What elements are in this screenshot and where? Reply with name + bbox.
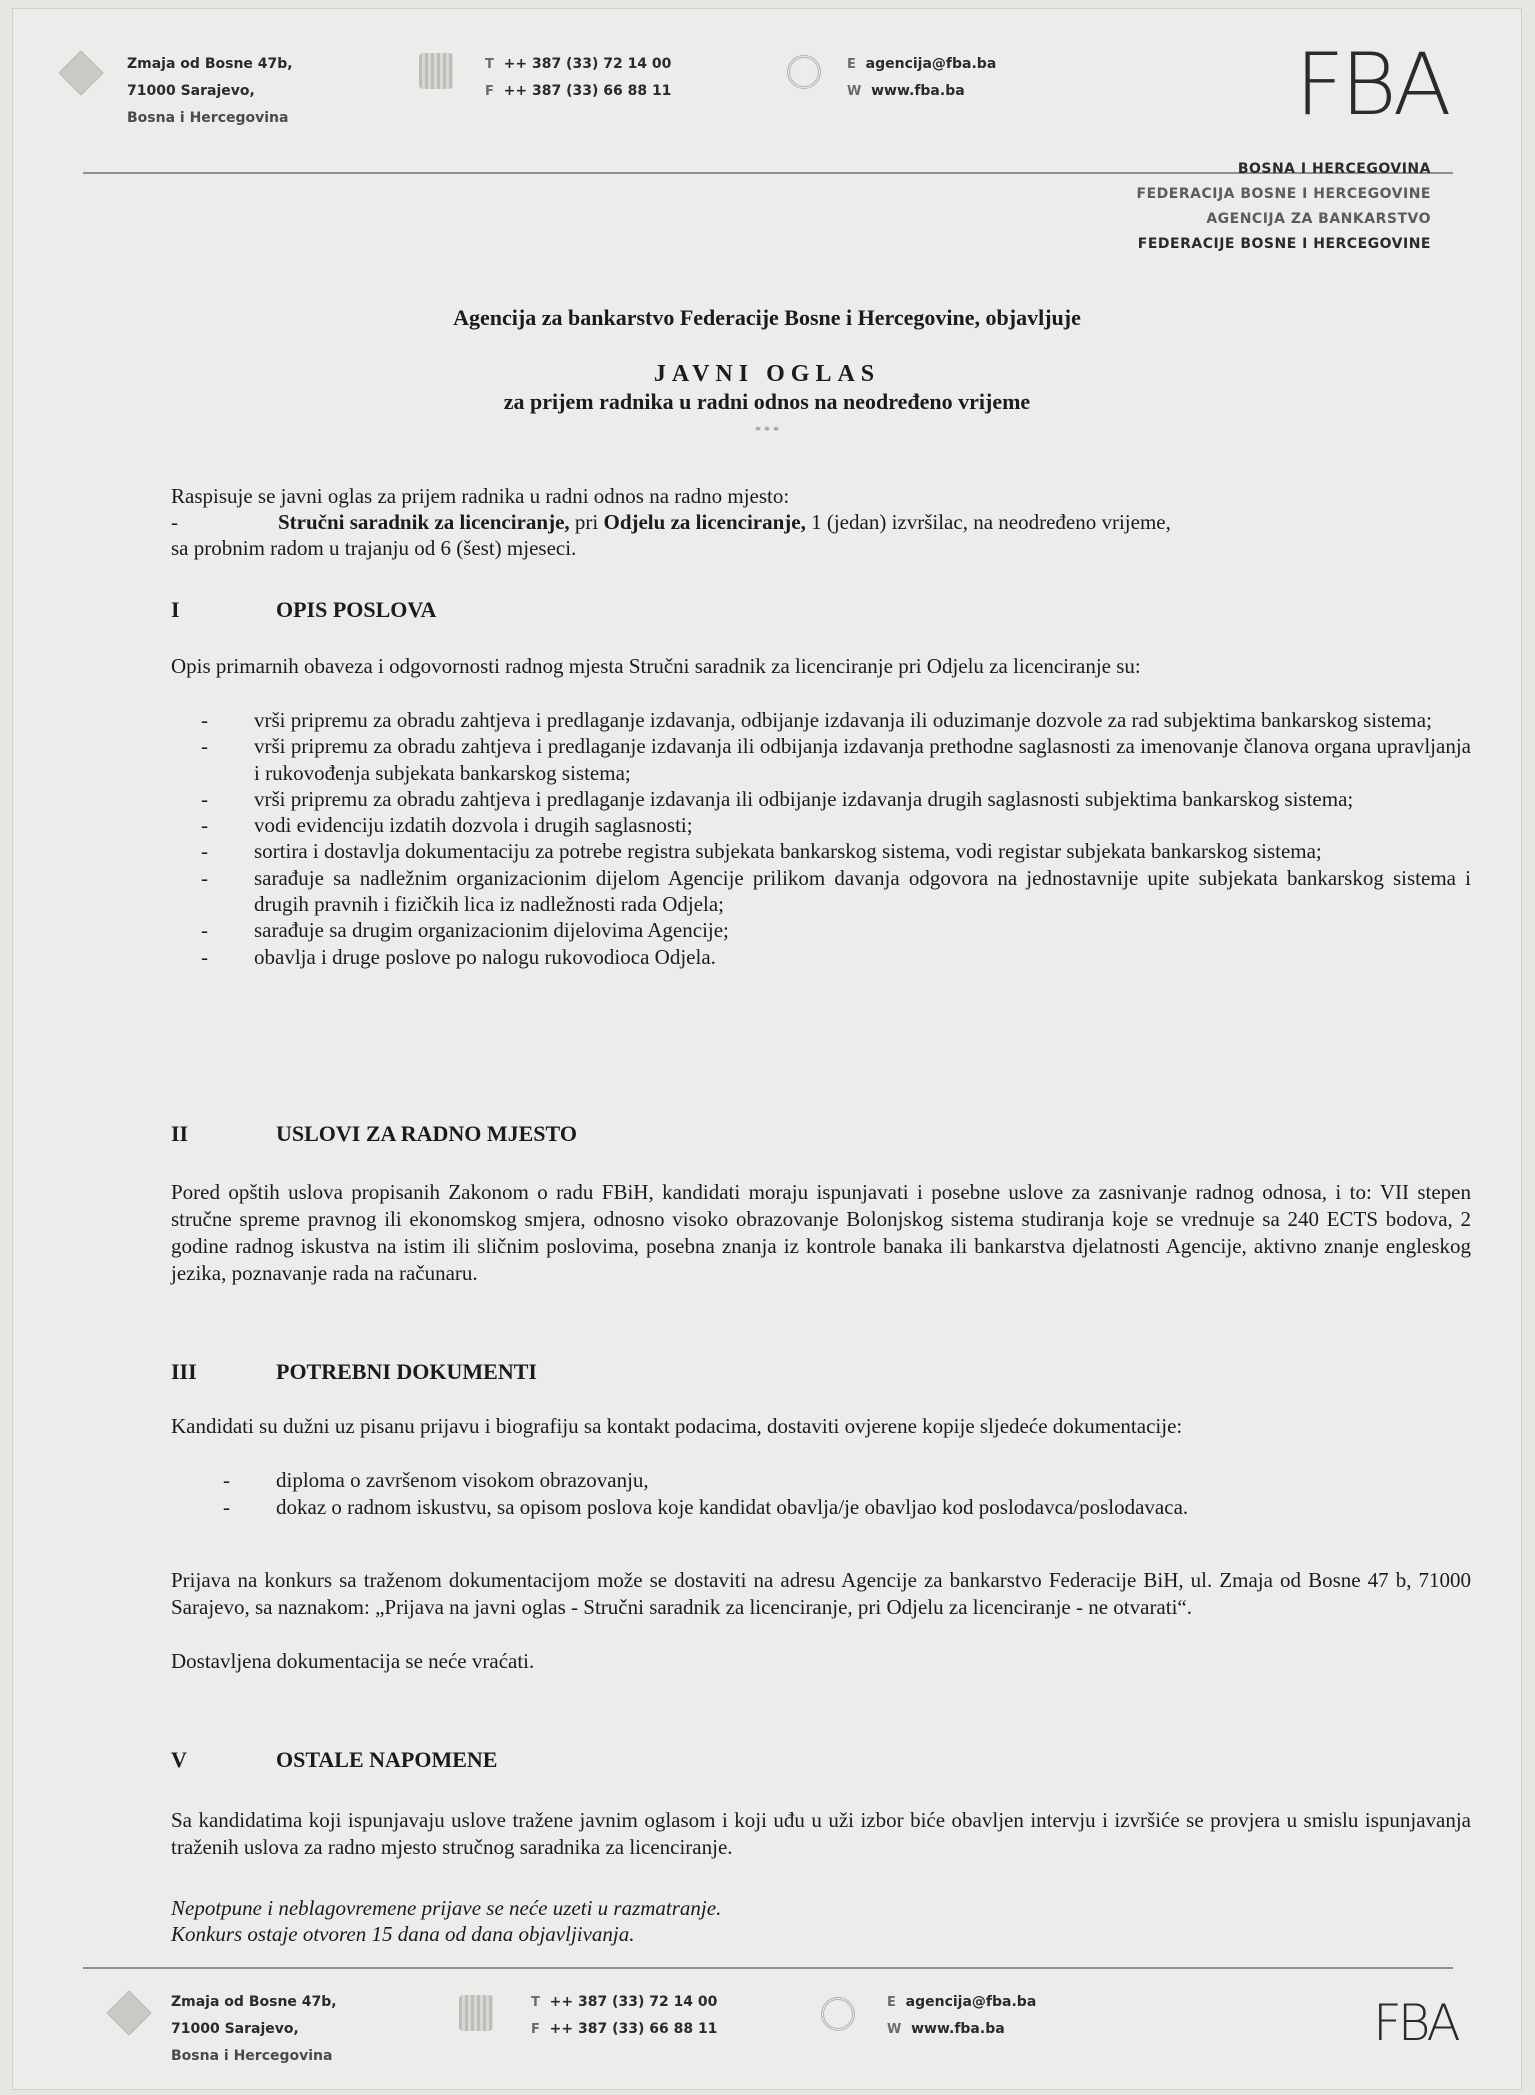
section-1-title: OPIS POSLOVA: [276, 597, 437, 622]
email-label: E: [847, 57, 856, 72]
address-line-1: Zmaja od Bosne 47b,: [127, 56, 293, 72]
section-1-number: I: [171, 597, 180, 622]
web-label: W: [847, 84, 862, 99]
agency-line-1: BOSNA I HERCEGOVINA: [1237, 161, 1431, 177]
document-page: [12, 8, 1522, 2090]
agency-lines: [1137, 157, 1431, 257]
footer-web: [887, 1989, 1036, 2043]
document-text: diploma o završenom visokom obrazovanju,: [276, 1468, 649, 1492]
position-line: [171, 509, 1471, 535]
note-open-period: Konkurs ostaje otvoren 15 dana od dana objavljivanja.: [171, 1922, 635, 1946]
list-item: - sarađuje sa drugim organizacionim dijelovima Agencije;: [201, 918, 729, 943]
duty-text: obavlja i druge poslove po nalogu rukovodioca Odjela.: [254, 944, 716, 969]
phone-number: ++ 387 (33) 72 14 00: [549, 1994, 718, 2010]
email-address: agencija@fba.ba: [905, 1994, 1037, 2010]
fba-logo: FBA: [1295, 35, 1448, 135]
list-item: - sortira i dostavlja dokumentaciju za potrebe registra subjekata bankarskog sistema, vodi registar subjekata bankarskog sistema;: [201, 839, 1322, 864]
submission-text: Prijava na konkurs sa traženom dokumentacijom može se dostaviti na adresu Agencije za bankarstvo Federacije BiH, ul. Zmaja od Bosne 47 b, 71000 Sarajevo, sa naznakom: „Prijava na javni oglas - Stručni saradnik za licenciranje, pri Odjelu za licenciranje - ne otvarati“.: [171, 1568, 1471, 1619]
address-line-2: 71000 Sarajevo,: [171, 2021, 299, 2037]
email-label: E: [887, 1995, 896, 2010]
address-line-2: 71000 Sarajevo,: [127, 83, 255, 99]
list-item: - vodi evidenciju izdatih dozvola i drugih saglasnosti;: [201, 813, 693, 838]
phone-number: ++ 387 (33) 72 14 00: [503, 56, 672, 72]
intro-lead: Raspisuje se javni oglas za prijem radnika u radni odnos na radno mjesto:: [171, 484, 790, 508]
position-title: Stručni saradnik za licenciranje,: [278, 510, 570, 534]
list-item: - diploma o završenom visokom obrazovanju,: [223, 1468, 649, 1492]
list-item: - dokaz o radnom iskustvu, sa opisom poslova koje kandidat obavlja/je obavljao kod poslodavca/poslodavaca.: [223, 1495, 1189, 1519]
agency-line-3: AGENCIJA ZA BANKARSTVO: [1206, 211, 1431, 227]
section-5-title: OSTALE NAPOMENE: [276, 1747, 498, 1772]
duty-text: vrši pripremu za obradu zahtjeva i predlaganje izdavanja, odbijanje izdavanja ili oduzimanje dozvole za rad subjektima bankarskog sistema;: [254, 708, 1432, 732]
page-subtitle: za prijem radnika u radni odnos na neodređeno vrijeme: [503, 389, 1031, 414]
fba-logo: FBA: [1373, 1994, 1457, 2052]
fax-number: ++ 387 (33) 66 88 11: [549, 2021, 718, 2037]
position-dash: -: [171, 510, 178, 534]
list-item: - vrši pripremu za obradu zahtjeva i predlaganje izdavanja ili odbijanja izdavanja prethodne saglasnosti za imenovanje članova organa upravljanja i rukovođenja subjekata bankarskog sistema;: [201, 734, 1471, 785]
section-5-text: Sa kandidatima koji ispunjavaju uslove tražene javnim oglasom i koji uđu u uži izbor biće obavljen intervju i izvršiće se provjera u smislu ispunjavanja traženih uslova za radno mjesto stručnog saradnika za licenciranje.: [171, 1808, 1471, 1859]
section-3-number: III: [171, 1359, 197, 1384]
duty-text: sortira i dostavlja dokumentaciju za potrebe registra subjekata bankarskog sistema, vodi registar subjekata bankarskog sistema;: [254, 839, 1322, 864]
section-2-number: II: [171, 1121, 189, 1146]
address-line-3: Bosna i Hercegovina: [171, 2048, 333, 2064]
phone-icon: [459, 1995, 497, 2033]
section-3-title: POTREBNI DOKUMENTI: [276, 1359, 537, 1384]
document-text: dokaz o radnom iskustvu, sa opisom poslova koje kandidat obavlja/je obavljao kod poslodavca/poslodavaca.: [276, 1495, 1189, 1519]
section-5-number: V: [171, 1747, 187, 1772]
section-2-title: USLOVI ZA RADNO MJESTO: [276, 1121, 577, 1146]
position-probation: sa probnim radom u trajanju od 6 (šest) mjeseci.: [171, 536, 577, 560]
fax-number: ++ 387 (33) 66 88 11: [503, 83, 672, 99]
section-2-text: Pored opštih uslova propisanih Zakonom o radu FBiH, kandidati moraju ispunjavati i posebne uslove za zasnivanje radnog odnosa, i to: VII stepen stručne spreme pravnog ili ekonomskog smjera, odnosno visoko obrazovanje Bolonjskog sistema studiranja koje se vrednuje sa 240 ECTS bodova, 2 godine radnog iskustva na istim ili sličnim poslovima, posebna znanja iz kontrole banaka ili bankarstva djelatnosti Agencije, aktivno znanje engleskog jezika, poznavanje rada na računaru.: [171, 1180, 1471, 1285]
web-address: www.fba.ba: [911, 2021, 1005, 2037]
list-item: - obavlja i druge poslove po nalogu rukovodioca Odjela.: [201, 944, 716, 969]
list-item: - vrši pripremu za obradu zahtjeva i predlaganje izdavanja, odbijanje izdavanja ili oduzimanje dozvole za rad subjektima bankarskog sistema;: [201, 708, 1432, 732]
web-label: W: [887, 2022, 902, 2037]
publisher-line: Agencija za bankarstvo Federacije Bosne i Hercegovine, objavljuje: [453, 305, 1081, 330]
no-return-text: Dostavljena dokumentacija se neće vraćati.: [171, 1649, 535, 1673]
agency-line-2: FEDERACIJA BOSNE I HERCEGOVINE: [1136, 186, 1431, 202]
note-incomplete: Nepotpune i neblagovremene prijave se neće uzeti u razmatranje.: [171, 1896, 722, 1920]
building-icon: [109, 1993, 147, 2031]
page-title: JAVNI OGLAS: [653, 361, 881, 387]
globe-icon: [787, 55, 825, 93]
duty-text: vodi evidenciju izdatih dozvola i drugih saglasnosti;: [254, 813, 693, 838]
documents-list: [193, 1467, 1471, 1521]
footer-divider: [83, 1967, 1453, 1969]
phone-label: T: [485, 57, 494, 72]
header-phones: [485, 51, 671, 105]
section-3-lead: Kandidati su dužni uz pisanu prijavu i biografiju sa kontakt podacima, dostaviti ovjerene kopije sljedeće dokumentacije:: [171, 1414, 1183, 1438]
duty-text: vrši pripremu za obradu zahtjeva i predlaganje izdavanja ili odbijanja izdavanja prethodne saglasnosti za imenovanje članova organa upravljanja i rukovođenja subjekata bankarskog sistema;: [254, 734, 1471, 785]
web-address: www.fba.ba: [871, 83, 965, 99]
duty-text: sarađuje sa nadležnim organizacionim dijelom Agencije prilikom davanja odgovora na jednostavnije upite subjekata bankarskog sistema i drugih pravnih i fizičkih lica iz nadležnosti rada Odjela;: [254, 865, 1471, 917]
phone-icon: [419, 53, 457, 91]
agency-line-4: FEDERACIJE BOSNE I HERCEGOVINE: [1137, 236, 1431, 252]
building-icon: [61, 53, 99, 91]
address-line-1: Zmaja od Bosne 47b,: [171, 1994, 337, 2010]
fax-label: F: [531, 2022, 540, 2037]
fax-label: F: [485, 84, 494, 99]
duty-text: vrši pripremu za obradu zahtjeva i predlaganje izdavanja ili odbijanje izdavanja drugih saglasnosti subjektima bankarskog sistema;: [254, 786, 1354, 811]
list-item: - sarađuje sa nadležnim organizacionim dijelom Agencije prilikom davanja odgovora na jednostavnije upite subjekata bankarskog sistema i drugih pravnih i fizičkih lica iz nadležnosti rada Odjela;: [201, 865, 1471, 917]
decor-stars: * * *: [755, 423, 779, 437]
globe-icon: [821, 1997, 859, 2035]
duties-list: [171, 707, 1471, 970]
list-item: - vrši pripremu za obradu zahtjeva i predlaganje izdavanja ili odbijanje izdavanja drugih saglasnosti subjektima bankarskog sistema;: [201, 786, 1354, 811]
footer-phones: [531, 1989, 717, 2043]
position-department: Odjelu za licenciranje,: [603, 510, 806, 534]
footer-address: [171, 1989, 337, 2070]
email-address: agencija@fba.ba: [865, 56, 997, 72]
header-address: [127, 51, 293, 132]
header-web: [847, 51, 996, 105]
address-line-3: Bosna i Hercegovina: [127, 110, 289, 126]
duty-text: sarađuje sa drugim organizacionim dijelovima Agencije;: [254, 918, 729, 943]
position-details: 1 (jedan) izvršilac, na neodređeno vrijeme,: [805, 510, 1171, 534]
position-pri: pri: [569, 510, 604, 534]
phone-label: T: [531, 1995, 540, 2010]
section-1-lead: Opis primarnih obaveza i odgovornosti radnog mjesta Stručni saradnik za licenciranje pri Odjelu za licenciranje su:: [171, 654, 1141, 678]
